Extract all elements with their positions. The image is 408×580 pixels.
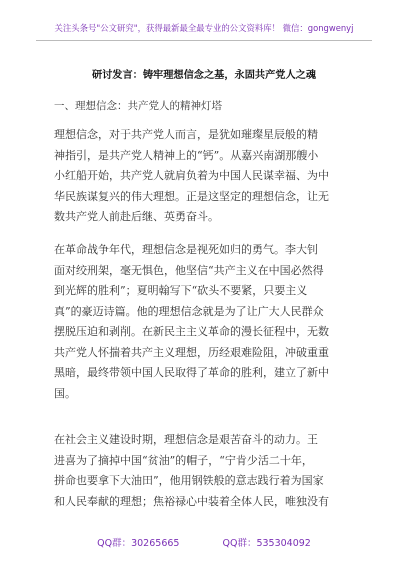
paragraph-line: 在革命战争年代，理想信念是视死如归的勇气。李大钊 <box>54 243 318 256</box>
paragraph-line: 神指引，是共产党人精神上的“钙”。从嘉兴南湖那艘小 <box>54 148 319 162</box>
page-header: 关注头条号"公文研究"，获得最新最全最专业的公文资料库！ 微信：gongwenyj <box>54 23 354 33</box>
paragraph-2 <box>54 240 370 404</box>
paragraph-line: 数共产党人前赴后继、英勇奋斗。 <box>54 210 219 223</box>
section-heading: 一、理想信念：共产党人的精神灯塔 <box>54 100 222 112</box>
paragraph-line: 拼命也要拿下大油田”，他用钢铁般的意志践行着为国家 <box>54 474 324 487</box>
document-title: 研讨发言：铸牢理想信念之基，永固共产党人之魂 <box>91 70 317 81</box>
footer-qq-group-1: QQ群：30265665 <box>97 538 180 549</box>
paragraph-line: 进喜为了摘掉中国“贫油”的帽子，“宁肯少活二十年， <box>54 453 313 467</box>
paragraph-line: 华民族谋复兴的伟大理想。正是这坚定的理想信念，让无 <box>54 189 329 203</box>
footer-qq-group-2: QQ群：535304092 <box>222 538 311 549</box>
paragraph-line: 黑暗，最终带领中国人民取得了革命的胜利，建立了新中 <box>54 366 329 379</box>
paragraph-1 <box>54 125 370 228</box>
paragraph-line: 理想信念，对于共产党人而言，是犹如璀璨星辰般的精 <box>54 128 318 141</box>
header-divider <box>36 40 372 41</box>
paragraph-line: 摆脱压迫和剥削。在新民主主义革命的漫长征程中，无数 <box>54 325 329 338</box>
paragraph-line: 和人民奉献的理想；焦裕禄心中装着全体人民，唯独没有 <box>54 494 329 508</box>
paragraph-line: 面对绞刑架，毫无惧色，他坚信“共产主义在中国必然得 <box>54 263 324 277</box>
paragraph-line: 国。 <box>54 386 76 400</box>
paragraph-line: 到光辉的胜利”；夏明翰写下“砍头不要紧，只要主义 <box>54 284 308 297</box>
paragraph-3 <box>54 430 370 512</box>
page-footer <box>0 535 408 549</box>
paragraph-line: 共产党人怀揣着共产主义理想，历经艰难险阻，冲破重重 <box>54 345 329 359</box>
paragraph-line: 真”的豪迈诗篇。他的理想信念就是为了让广大人民群众 <box>54 304 324 318</box>
paragraph-line: 在社会主义建设时期，理想信念是艰苦奋斗的动力。王 <box>54 433 318 446</box>
paragraph-line: 小红船开始，共产党人就肩负着为中国人民谋幸福、为中 <box>54 169 329 182</box>
